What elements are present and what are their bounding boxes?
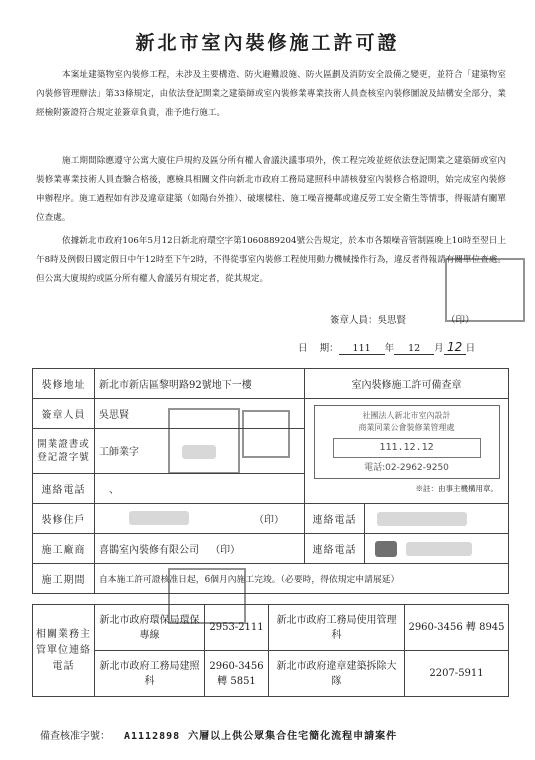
footer-label: 備查核准字號：: [40, 731, 110, 742]
contact-unit-building: 新北市政府工務局建照科: [95, 651, 205, 697]
date-month: 12: [394, 343, 434, 355]
contact-unit-env: 新北市政府環保局環保專線: [95, 605, 205, 651]
site-label: 裝修地址: [33, 369, 95, 399]
signer-row-value: 吳思賢: [95, 399, 305, 429]
contact-phone-env: 2953-2111: [205, 605, 269, 651]
date-year: 111: [339, 343, 385, 355]
stamp-note: ※註：由事主機構用章。: [415, 484, 499, 493]
signer-line: [330, 312, 520, 326]
redacted-contractor-phone-b: [406, 542, 472, 556]
engineer-seal-stamp: [242, 410, 290, 458]
date-label-qi: 期：: [319, 343, 339, 354]
contact-phone-building: 2960-3456 轉 5851: [205, 651, 269, 697]
date-day: 12: [444, 340, 466, 355]
contractor-seal: （印）: [210, 545, 241, 556]
phone-value: 、: [109, 485, 119, 496]
date-label-ri: 日: [298, 343, 308, 354]
signer-label: 簽章人員：: [330, 315, 378, 326]
redacted-owner-name: [129, 511, 189, 525]
date-year-unit: 年: [384, 343, 395, 354]
owner-phone-cell: [365, 504, 509, 534]
contractor-label: 施工廠商: [33, 534, 95, 564]
paragraph-construction-rules: 施工期間除應遵守公寓大廈住戶規約及區分所有權人會議決議事項外，俟工程完竣並經依法登記開業之建築師或室內裝修業專業技術人員查驗合格後，應檢具相關文件向新北市政府工務局建照科申請核發室內裝修合格證明，始完成室內裝修申辦程序。施工過程如有涉及違章建築（如陽台外推）、破壞樑柱、施工噪音擾鄰或違反勞工安全衛生等情事，得報請有關單位查處。: [36, 156, 506, 223]
contact-phone-demolition: 2207-5911: [405, 651, 509, 697]
stamp-org-line2: 商業同業公會裝修業管理處: [358, 423, 455, 432]
period-value: 自本施工許可證核准日起，6個月內施工完竣。（必要時，得依規定申請展延）: [95, 564, 509, 594]
contact-unit-demolition: 新北市政府違章建築拆除大隊: [269, 651, 405, 697]
contacts-label: 相關業務主管單位連絡電話: [33, 605, 95, 697]
contacts-table: [32, 604, 509, 697]
signer-name: 吳思賢: [377, 315, 407, 326]
stamp-phone: 電話:02-2962-9250: [364, 463, 449, 473]
contractor-phone-cell: [365, 534, 509, 564]
redacted-owner-phone: [377, 512, 467, 526]
signer-row-label: 簽章人員: [33, 399, 95, 429]
site-value: 新北市新店區黎明路92號地下一樓: [95, 369, 305, 399]
paragraph-approval: 本案址建築物室內裝修工程，未涉及主要構造、防火避難設施、防火區劃及消防安全設備之變更，並符合「建築物室內裝修管理辦法」第33條規定，由依法登記開業之建築師或室內裝修業專業技術人員查核室內裝修圖說及結構安全部分，業經檢附簽證符合規定並簽章負責，准予進行施工。: [36, 70, 506, 118]
approval-code: A1112898: [124, 731, 181, 742]
date-line: [298, 340, 508, 355]
owner-value-cell: [95, 504, 305, 534]
redacted-contractor-phone-a: [375, 541, 397, 557]
owner-phone-label: 連絡電話: [305, 504, 365, 534]
phone-label: 連絡電話: [33, 474, 95, 504]
owner-label: 裝修住戶: [33, 504, 95, 534]
contact-phone-usage: 2960-3456 轉 8945: [405, 605, 509, 651]
date-day-unit: 日: [465, 343, 476, 354]
stamp-date: 111.12.12: [333, 438, 481, 458]
contractor-value-cell: [95, 534, 305, 564]
contact-unit-usage: 新北市政府工務局使用管理科: [269, 605, 405, 651]
signer-seal-mark: （印）: [446, 315, 475, 326]
period-label: 施工期間: [33, 564, 95, 594]
stamp-header: 室內裝修施工許可備查章: [305, 369, 509, 399]
contractor-value: 喜鵲室內裝修有限公司: [99, 545, 199, 556]
footer-note: 六層以上供公眾集合住宅簡化流程申請案件: [188, 731, 398, 742]
permit-table: [32, 368, 509, 594]
cert-label: 開業證書或登記證字號: [33, 429, 95, 474]
date-month-unit: 月: [434, 343, 444, 354]
contractor-phone-label: 連絡電話: [305, 534, 365, 564]
phone-value-cell: [95, 474, 305, 504]
stamp-org-line1: 社團法人新北市室內設計: [362, 411, 451, 420]
document-title: 新北市室內裝修施工許可證: [135, 32, 400, 54]
footer-line: [40, 727, 510, 742]
cert-value: 工師業字: [99, 446, 139, 458]
filing-stamp-cell: [305, 399, 509, 504]
owner-seal: （印）: [254, 515, 285, 526]
paragraph-noise-rules: 依據新北市政府106年5月12日新北府環空字第1060889204號公告規定，於本市各類噪音管制區晚上10時至翌日上午8時及例假日國定假日中午12時至下午2時，不得從事室內裝修工程使用動力機械操作行為，違反者得報請有關單位查處。但公寓大廈規約或區分所有權人會議另有規定者，從其規定。: [36, 236, 506, 284]
filing-stamp: [314, 405, 500, 479]
contractor-seal-stamp: [168, 408, 240, 474]
